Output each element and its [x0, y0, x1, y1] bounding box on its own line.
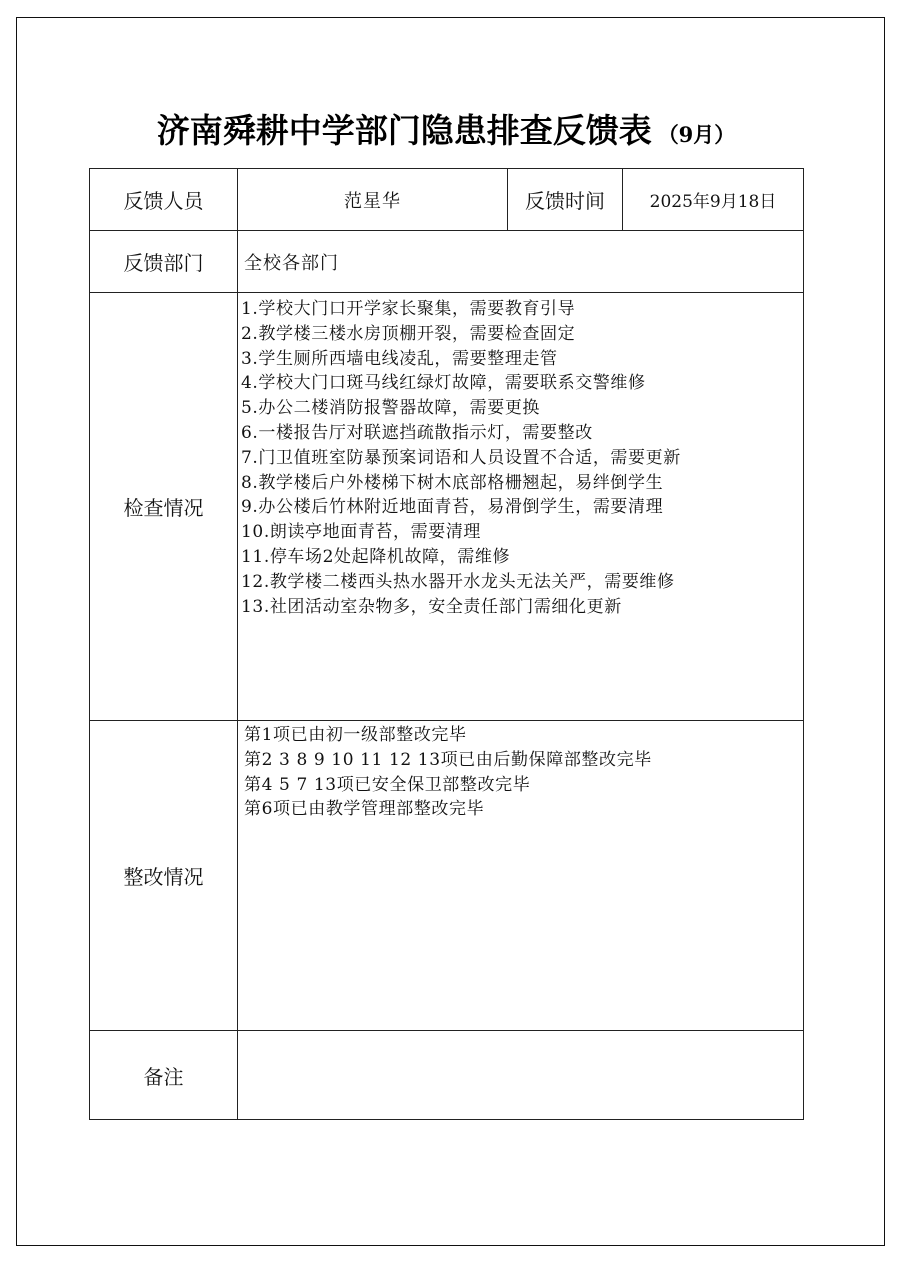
rectification-label: 整改情况 [90, 721, 238, 1031]
inspection-item: 10.朗读亭地面青苔，需要清理 [241, 522, 482, 543]
row-inspection [90, 293, 804, 721]
inspection-item: 7.门卫值班室防暴预案词语和人员设置不合适，需要更新 [241, 447, 681, 468]
form-title [89, 105, 803, 152]
inspection-item: 12.教学楼二楼西头热水器开水龙头无法关严，需要维修 [241, 571, 675, 592]
feedback-dept-value: 全校各部门 [238, 231, 804, 293]
rectification-item: 第6项已由教学管理部整改完毕 [244, 799, 485, 820]
inspection-item: 3.学生厕所西墙电线凌乱，需要整理走管 [241, 348, 558, 369]
rectification-item: 第2 3 8 9 10 11 12 13项已由后勤保障部整改完毕 [244, 749, 652, 770]
inspection-item: 2.教学楼三楼水房顶棚开裂，需要检查固定 [241, 323, 576, 344]
rectification-item: 第1项已由初一级部整改完毕 [244, 725, 467, 745]
inspection-item: 5.办公二楼消防报警器故障，需要更换 [241, 398, 541, 419]
inspection-item: 8.教学楼后户外楼梯下树木底部格栅翘起，易绊倒学生 [241, 472, 664, 493]
form-title-main: 济南舜耕中学部门隐患排查反馈表 [156, 111, 652, 150]
inspection-content [238, 293, 804, 721]
feedback-person-label: 反馈人员 [90, 169, 238, 231]
remarks-value [238, 1031, 804, 1120]
form-title-month: （9月） [657, 122, 736, 147]
inspection-label: 检查情况 [90, 293, 238, 721]
row-remarks [90, 1031, 804, 1120]
feedback-dept-label: 反馈部门 [90, 231, 238, 293]
feedback-time-value: 2025年9月18日 [623, 169, 804, 231]
feedback-form-table [89, 168, 804, 1120]
inspection-item: 9.办公楼后竹林附近地面青苔，易滑倒学生，需要清理 [241, 497, 664, 518]
inspection-item: 4.学校大门口斑马线红绿灯故障，需要联系交警维修 [241, 373, 646, 394]
feedback-time-label: 反馈时间 [508, 169, 623, 231]
inspection-item: 11.停车场2处起降机故障，需维修 [241, 546, 511, 567]
rectification-content [238, 721, 804, 1031]
inspection-item: 6.一楼报告厅对联遮挡疏散指示灯，需要整改 [241, 422, 593, 443]
row-feedback-person [90, 169, 804, 231]
inspection-item: 1.学校大门口开学家长聚集，需要教育引导 [241, 299, 576, 319]
feedback-person-value: 范星华 [238, 169, 508, 231]
rectification-item: 第4 5 7 13项已安全保卫部整改完毕 [244, 774, 531, 795]
inspection-item: 13.社团活动室杂物多，安全责任部门需细化更新 [241, 596, 622, 617]
row-feedback-dept [90, 231, 804, 293]
row-rectification [90, 721, 804, 1031]
remarks-label: 备注 [90, 1031, 238, 1120]
